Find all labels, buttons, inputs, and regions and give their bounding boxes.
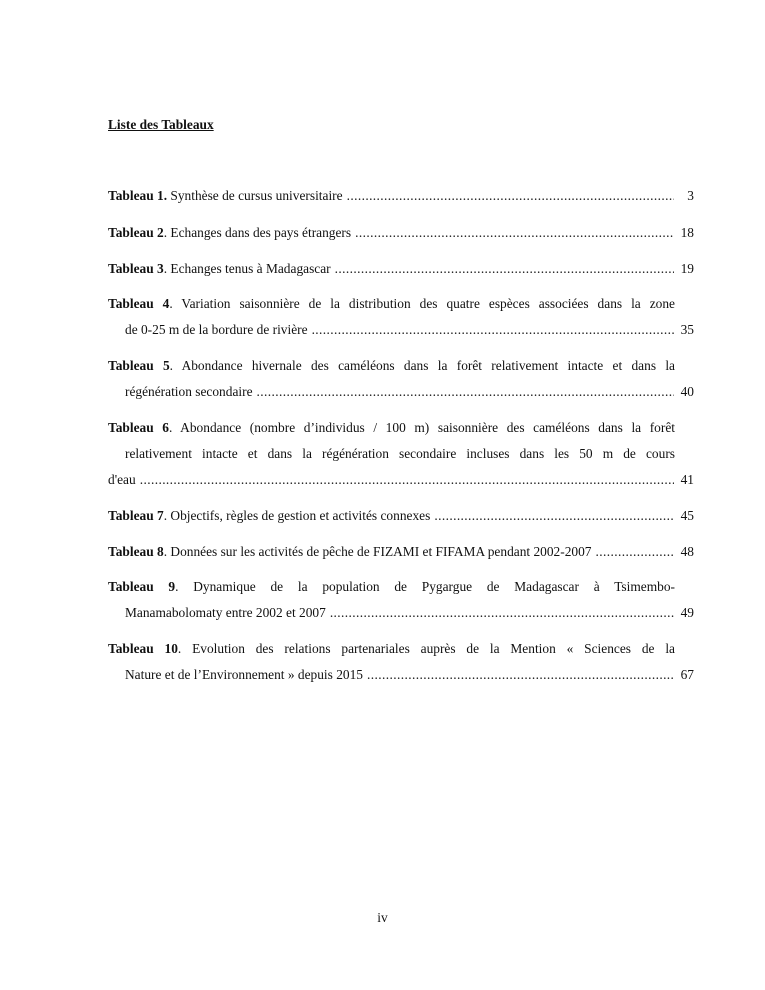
entry-title: . Abondance (nombre d’individus / 100 m) saisonnière des caméléons dans la forêt: [168, 420, 675, 435]
entry-title: . Echanges tenus à Madagascar: [163, 261, 331, 276]
dot-leader: [434, 503, 674, 529]
entry-label: Tableau 1.: [108, 188, 168, 203]
toc-entry[interactable]: [108, 503, 694, 529]
entry-label: Tableau 7: [108, 508, 164, 523]
page-number: 3: [687, 188, 694, 203]
entry-label: Tableau 4: [108, 296, 170, 311]
page-number: 40: [680, 384, 694, 399]
list-heading: Liste des Tableaux: [108, 117, 214, 132]
entry-title-continued: de 0-25 m de la bordure de rivière: [125, 322, 308, 337]
page-number: 35: [680, 322, 694, 337]
entry-line: [108, 379, 694, 405]
entry-line: [108, 662, 694, 688]
entry-line: [108, 220, 694, 246]
entry-label: Tableau 2: [108, 225, 164, 240]
entry-line: [108, 539, 694, 565]
entry-line: [108, 503, 694, 529]
toc-entry[interactable]: [108, 291, 694, 343]
entry-title: . Echanges dans des pays étrangers: [163, 225, 352, 240]
page-footer-number: iv: [377, 910, 388, 925]
entry-title: . Objectifs, règles de gestion et activités connexes: [163, 508, 431, 523]
entry-title-continued: relativement intacte et dans la régénération secondaire incluses dans les 50 m de cours: [125, 446, 675, 461]
entry-label: Tableau 8: [108, 544, 164, 559]
entry-line: [108, 415, 675, 441]
entry-title-continued: régénération secondaire: [125, 384, 253, 399]
toc-entry[interactable]: [108, 256, 694, 282]
dot-leader: [367, 662, 674, 688]
entry-line: [108, 600, 694, 626]
entry-title-continued: Manamabolomaty entre 2002 et 2007: [125, 605, 326, 620]
dot-leader: [140, 467, 674, 493]
toc-entry[interactable]: [108, 353, 694, 405]
page-number: 41: [680, 472, 694, 487]
dot-leader: [330, 600, 674, 626]
entry-line: [108, 183, 694, 209]
entry-title: . Evolution des relations partenariales auprès de la Mention « Sciences de la: [177, 641, 675, 656]
entry-line: [108, 636, 675, 662]
entry-line: [108, 467, 694, 493]
page-number: 19: [680, 261, 694, 276]
entry-line: [108, 317, 694, 343]
page-number: 49: [680, 605, 694, 620]
entry-label: Tableau 9: [108, 579, 176, 594]
dot-leader: [335, 256, 674, 282]
toc-entry[interactable]: [108, 574, 694, 626]
entry-title: . Variation saisonnière de la distribution des quatre espèces associées dans la zone: [169, 296, 675, 311]
toc-entry[interactable]: [108, 415, 694, 493]
dot-leader: [257, 379, 674, 405]
entry-title: . Dynamique de la population de Pygargue de Madagascar à Tsimembo-: [175, 579, 675, 594]
entry-line: [108, 256, 694, 282]
entry-label: Tableau 5: [108, 358, 170, 373]
entry-title: . Données sur les activités de pêche de FIZAMI et FIFAMA pendant 2002-2007: [163, 544, 592, 559]
entry-label: Tableau 3: [108, 261, 164, 276]
toc-entry[interactable]: [108, 636, 694, 688]
dot-leader: [347, 183, 674, 209]
page-number: 45: [680, 508, 694, 523]
entry-line: [108, 441, 675, 467]
dot-leader: [596, 539, 675, 565]
entry-title-continued: Nature et de l’Environnement » depuis 2015: [125, 667, 363, 682]
dot-leader: [312, 317, 674, 343]
page-number: 18: [680, 225, 694, 240]
entry-title: Synthèse de cursus universitaire: [167, 188, 343, 203]
page-number: 67: [680, 667, 694, 682]
toc-entry[interactable]: [108, 220, 694, 246]
toc-entry[interactable]: [108, 183, 694, 209]
entry-line: [108, 353, 675, 379]
entry-line: [108, 291, 675, 317]
dot-leader: [355, 220, 674, 246]
entry-label: Tableau 6: [108, 420, 169, 435]
entry-label: Tableau 10: [108, 641, 178, 656]
entry-title-continued: d'eau: [108, 472, 136, 487]
entry-line: [108, 574, 675, 600]
page-number: 48: [680, 544, 694, 559]
toc-entry[interactable]: [108, 539, 694, 565]
entry-title: . Abondance hivernale des caméléons dans la forêt relativement intacte et dans la: [169, 358, 675, 373]
